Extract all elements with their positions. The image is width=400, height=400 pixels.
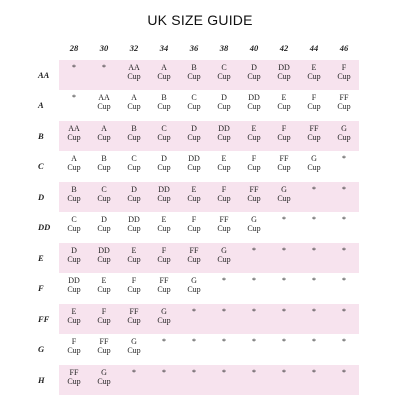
- size-cell: FF Cup: [337, 93, 351, 111]
- size-cell: FF Cup: [59, 365, 89, 396]
- size-cell: FF Cup: [217, 215, 231, 233]
- size-cell: C Cup: [89, 182, 119, 213]
- size-rows: [30, 60, 359, 396]
- size-cell: *: [89, 60, 119, 91]
- cup-label: C: [38, 161, 44, 172]
- size-cell: *: [282, 276, 286, 285]
- size-cell: B Cup: [179, 60, 209, 91]
- size-cell: DD Cup: [149, 182, 179, 213]
- size-cell: C Cup: [127, 154, 141, 172]
- size-cell: F Cup: [269, 121, 299, 152]
- size-cell: *: [342, 276, 346, 285]
- size-cell: *: [329, 182, 359, 213]
- size-cell: *: [222, 337, 226, 346]
- size-cell: D Cup: [179, 121, 209, 152]
- size-cell: *: [312, 337, 316, 346]
- size-cell: DD Cup: [127, 215, 141, 233]
- size-cell: *: [72, 93, 76, 102]
- size-cell: DD Cup: [67, 276, 81, 294]
- table-row: [30, 365, 359, 396]
- size-cell: F Cup: [67, 337, 81, 355]
- band-header: 42: [279, 43, 289, 53]
- size-cell: D Cup: [119, 182, 149, 213]
- size-cell: G Cup: [209, 243, 239, 274]
- table-row: [30, 334, 359, 365]
- size-cell: *: [299, 182, 329, 213]
- corner-cell: [30, 37, 59, 60]
- size-cell: E Cup: [179, 182, 209, 213]
- size-cell: C Cup: [209, 60, 239, 91]
- size-cell: E Cup: [299, 60, 329, 91]
- cup-label: F: [38, 283, 44, 294]
- table-row: [30, 182, 359, 213]
- table-row: [30, 304, 359, 335]
- cup-label: B: [38, 130, 44, 141]
- size-cell: *: [312, 215, 316, 224]
- size-cell: FF Cup: [179, 243, 209, 274]
- size-cell: *: [239, 243, 269, 274]
- size-cell: *: [209, 304, 239, 335]
- size-cell: *: [299, 304, 329, 335]
- size-cell: E Cup: [97, 276, 111, 294]
- size-cell: D Cup: [59, 243, 89, 274]
- page-title: UK SIZE GUIDE: [147, 12, 253, 28]
- band-header: 46: [339, 43, 349, 53]
- size-cell: DD Cup: [89, 243, 119, 274]
- size-cell: *: [162, 337, 166, 346]
- size-cell: D Cup: [217, 93, 231, 111]
- size-cell: D Cup: [157, 154, 171, 172]
- table-row: [30, 121, 359, 152]
- size-cell: *: [192, 337, 196, 346]
- size-cell: B Cup: [59, 182, 89, 213]
- size-cell: F Cup: [149, 243, 179, 274]
- cup-label: A: [38, 100, 44, 111]
- size-cell: D Cup: [97, 215, 111, 233]
- table-row: [30, 273, 359, 304]
- size-cell: G Cup: [149, 304, 179, 335]
- table-row: [30, 151, 359, 182]
- size-cell: G Cup: [89, 365, 119, 396]
- band-header: 36: [189, 43, 199, 53]
- size-cell: AA Cup: [119, 60, 149, 91]
- size-cell: *: [299, 243, 329, 274]
- band-header: 44: [309, 43, 319, 53]
- size-cell: AA Cup: [97, 93, 111, 111]
- size-cell: *: [252, 337, 256, 346]
- table-row: [30, 243, 359, 274]
- size-cell: *: [119, 365, 149, 396]
- size-cell: AA Cup: [59, 121, 89, 152]
- size-cell: G Cup: [269, 182, 299, 213]
- cup-label: H: [38, 374, 45, 385]
- size-cell: DD Cup: [247, 93, 261, 111]
- size-cell: *: [299, 365, 329, 396]
- size-cell: *: [329, 365, 359, 396]
- size-cell: FF Cup: [277, 154, 291, 172]
- size-cell: B Cup: [157, 93, 171, 111]
- size-cell: *: [269, 365, 299, 396]
- size-cell: *: [209, 365, 239, 396]
- size-cell: FF Cup: [239, 182, 269, 213]
- size-cell: E Cup: [157, 215, 171, 233]
- size-cell: G Cup: [247, 215, 261, 233]
- size-cell: *: [282, 337, 286, 346]
- size-cell: E Cup: [217, 154, 231, 172]
- size-cell: *: [342, 215, 346, 224]
- size-cell: F Cup: [127, 276, 141, 294]
- cup-label: D: [38, 191, 45, 202]
- cup-label: DD: [38, 222, 51, 233]
- size-cell: *: [222, 276, 226, 285]
- cup-label: E: [38, 252, 44, 263]
- size-cell: G Cup: [187, 276, 201, 294]
- size-cell: G Cup: [127, 337, 141, 355]
- size-cell: *: [342, 337, 346, 346]
- band-header-row: [30, 37, 359, 60]
- table-row: [30, 212, 359, 243]
- band-header: 38: [219, 43, 229, 53]
- size-cell: B Cup: [97, 154, 111, 172]
- band-header: 34: [159, 43, 169, 53]
- size-guide-table: [30, 37, 359, 395]
- size-cell: F Cup: [209, 182, 239, 213]
- size-cell: *: [179, 365, 209, 396]
- table-row: [30, 60, 359, 91]
- size-cell: *: [239, 304, 269, 335]
- size-cell: C Cup: [187, 93, 201, 111]
- size-cell: FF Cup: [119, 304, 149, 335]
- size-cell: FF Cup: [299, 121, 329, 152]
- band-header: 28: [69, 43, 79, 53]
- size-cell: *: [329, 243, 359, 274]
- size-cell: *: [252, 276, 256, 285]
- size-cell: F Cup: [89, 304, 119, 335]
- size-cell: C Cup: [67, 215, 81, 233]
- size-cell: *: [239, 365, 269, 396]
- size-cell: *: [269, 243, 299, 274]
- size-cell: *: [342, 154, 346, 163]
- size-cell: A Cup: [89, 121, 119, 152]
- size-cell: *: [179, 304, 209, 335]
- size-cell: FF Cup: [97, 337, 111, 355]
- size-cell: *: [269, 304, 299, 335]
- size-cell: A Cup: [127, 93, 141, 111]
- size-cell: E Cup: [239, 121, 269, 152]
- band-header: 40: [249, 43, 259, 53]
- size-cell: D Cup: [239, 60, 269, 91]
- size-cell: F Cup: [187, 215, 201, 233]
- table-row: [30, 90, 359, 121]
- size-cell: A Cup: [149, 60, 179, 91]
- size-cell: E Cup: [119, 243, 149, 274]
- size-cell: *: [149, 365, 179, 396]
- size-cell: E Cup: [277, 93, 291, 111]
- size-cell: FF Cup: [157, 276, 171, 294]
- size-cell: F Cup: [247, 154, 261, 172]
- size-cell: E Cup: [59, 304, 89, 335]
- size-cell: G Cup: [329, 121, 359, 152]
- cup-label: G: [38, 344, 45, 355]
- size-cell: F Cup: [329, 60, 359, 91]
- size-cell: *: [312, 276, 316, 285]
- size-cell: G Cup: [307, 154, 321, 172]
- cup-label: FF: [38, 313, 50, 324]
- size-cell: C Cup: [149, 121, 179, 152]
- size-cell: *: [282, 215, 286, 224]
- size-cell: DD Cup: [269, 60, 299, 91]
- size-cell: B Cup: [119, 121, 149, 152]
- size-cell: *: [329, 304, 359, 335]
- size-cell: DD Cup: [209, 121, 239, 152]
- band-header: 30: [99, 43, 109, 53]
- cup-label: AA: [38, 69, 50, 80]
- band-header: 32: [129, 43, 139, 53]
- size-cell: DD Cup: [187, 154, 201, 172]
- size-cell: F Cup: [307, 93, 321, 111]
- size-cell: *: [59, 60, 89, 91]
- size-cell: A Cup: [67, 154, 81, 172]
